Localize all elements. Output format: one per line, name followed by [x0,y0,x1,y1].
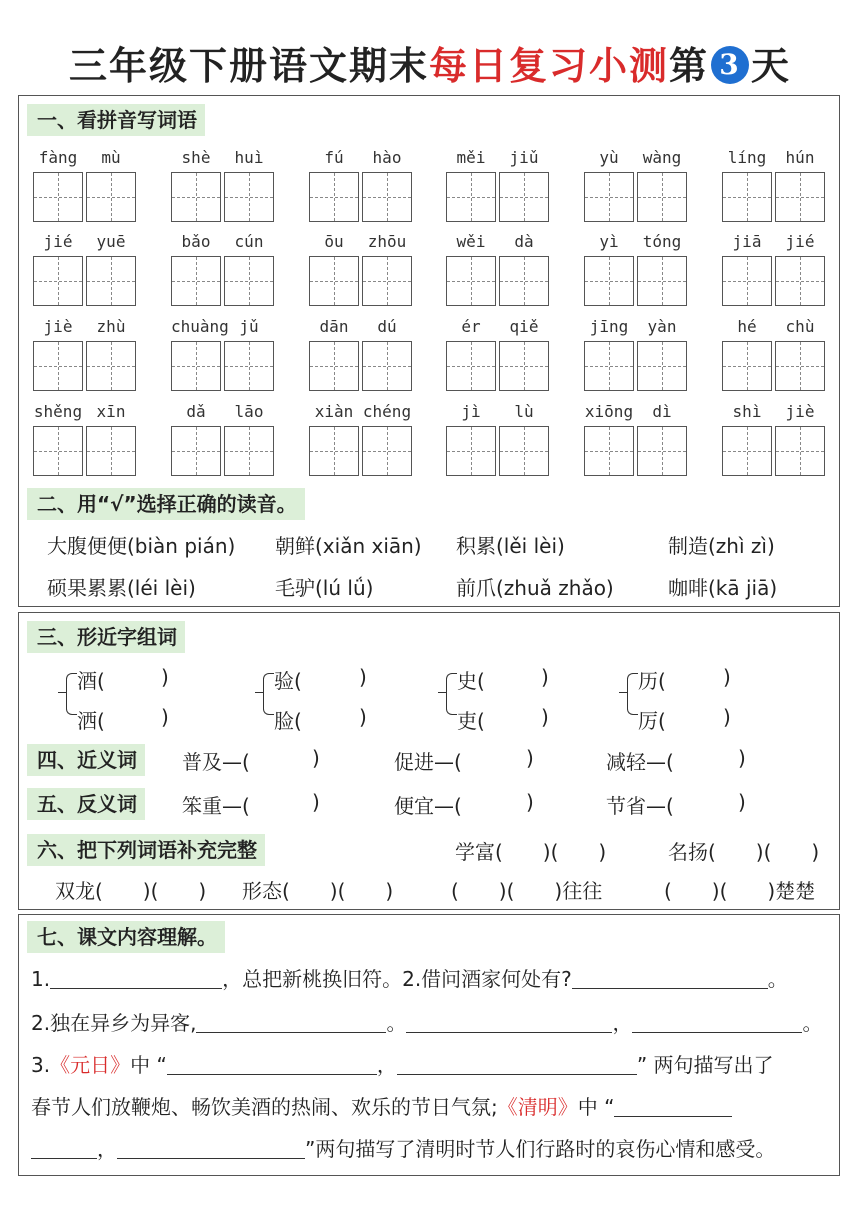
reading-item[interactable]: 毛驴(lú lǘ) [275,576,374,600]
section5-heading: 五、反义词 [27,788,145,820]
pinyin-label: cún [234,232,264,251]
tianzige-writing-box[interactable] [637,172,687,222]
pinyin-label: mù [101,148,121,167]
paren-close: ) [723,665,731,689]
answer-blank[interactable] [397,1054,637,1075]
antonym-item: 节省—( [606,794,674,818]
tianzige-writing-box[interactable] [33,172,83,222]
q3-number: 3. [31,1053,51,1077]
tianzige-writing-box[interactable] [446,256,496,306]
pinyin-label: wěi [456,232,486,251]
section1-heading: 一、看拼音写词语 [27,104,205,136]
antonym-item: 笨重—( [182,794,250,818]
reading-item[interactable]: 大腹便便(biàn pián) [47,534,236,558]
pinyin-label: shè [181,148,211,167]
pinyin-label: yì [599,232,619,251]
pinyin-label: dú [377,317,397,336]
title-part1: 三年级下册语文期末 [68,43,429,88]
pinyin-label: jié [785,232,815,251]
char-d2: 厉( [638,709,666,733]
brace [263,673,274,715]
tianzige-writing-box[interactable] [499,256,549,306]
tianzige-writing-box[interactable] [86,256,136,306]
tianzige-writing-box[interactable] [33,426,83,476]
tianzige-writing-box[interactable] [584,256,634,306]
tianzige-writing-box[interactable] [362,256,412,306]
tianzige-writing-box[interactable] [775,426,825,476]
tianzige-writing-box[interactable] [584,341,634,391]
q2-end: 。 [802,1011,823,1035]
title-part4: 天 [751,43,792,88]
idiom-item: ( )( )往往 [451,879,603,903]
pinyin-label: xiōng [584,402,634,421]
idiom-item: 形态( )( ) [242,879,394,903]
section2-heading: 二、用“√”选择正确的读音。 [27,488,305,520]
synonym-item: 普及—( [182,750,250,774]
tianzige-writing-box[interactable] [499,426,549,476]
tianzige-writing-box[interactable] [446,426,496,476]
pinyin-label: hào [372,148,402,167]
q3-text: 中 “ [130,1053,167,1077]
tianzige-writing-box[interactable] [362,172,412,222]
panel-words [18,612,840,910]
tianzige-writing-box[interactable] [775,172,825,222]
tianzige-writing-box[interactable] [224,341,274,391]
pinyin-label: qiě [509,317,539,336]
paren-close: ) [541,665,549,689]
tianzige-writing-box[interactable] [86,172,136,222]
antonym-item: 便宜—( [394,794,462,818]
tianzige-writing-box[interactable] [637,256,687,306]
tianzige-writing-box[interactable] [309,172,359,222]
answer-blank[interactable] [31,1138,97,1159]
book-title-qingming: 《清明》 [497,1095,578,1119]
tianzige-writing-box[interactable] [722,426,772,476]
tianzige-writing-box[interactable] [171,426,221,476]
pinyin-label: jiǔ [509,148,539,167]
idiom-item: 学富( )( ) [455,840,607,864]
tianzige-writing-box[interactable] [446,172,496,222]
pinyin-label: xiàn [314,402,354,421]
pinyin-label: tóng [642,232,682,251]
panel-pinyin-and-reading [18,95,840,607]
tianzige-writing-box[interactable] [362,426,412,476]
pinyin-label: yàn [647,317,677,336]
tianzige-writing-box[interactable] [86,426,136,476]
tianzige-writing-box[interactable] [775,256,825,306]
q3-desc: 春节人们放鞭炮、畅饮美酒的热闹、欢乐的节日气氛; [31,1095,498,1119]
q1-end: 。 [767,967,788,991]
tianzige-writing-box[interactable] [171,256,221,306]
char-c1: 史( [457,669,485,693]
char-a2: 洒( [77,709,105,733]
q2-text: 2.独在异乡为异客, [31,1011,197,1035]
title-part3: 第 [669,43,710,88]
poem-line-5 [31,1133,775,1162]
poem-line-2 [31,1007,822,1036]
answer-blank[interactable] [632,1012,802,1033]
tianzige-writing-box[interactable] [86,341,136,391]
poem-line-4 [31,1091,732,1120]
pinyin-label: jì [461,402,481,421]
pinyin-label: jiè [43,317,73,336]
synonym-item: 减轻—( [606,750,674,774]
tianzige-writing-box[interactable] [722,256,772,306]
answer-blank[interactable] [196,1012,386,1033]
q1-number: 1. [31,967,51,991]
pinyin-label: ōu [324,232,344,251]
answer-blank[interactable] [117,1138,305,1159]
reading-item[interactable]: 朝鲜(xiǎn xiān) [275,534,422,558]
pinyin-label: wàng [642,148,682,167]
reading-item[interactable]: 前爪(zhuǎ zhǎo) [456,576,614,600]
pinyin-label: zhōu [367,232,407,251]
pinyin-label: hé [737,317,757,336]
answer-blank[interactable] [572,968,768,989]
reading-item[interactable]: 积累(lěi lèi) [456,534,565,558]
pinyin-label: jīng [589,317,629,336]
tianzige-writing-box[interactable] [362,341,412,391]
reading-item[interactable]: 咖啡(kā jiā) [668,576,778,600]
paren-close: ) [312,790,320,814]
pinyin-label: jiè [785,402,815,421]
idiom-item: 双龙( )( ) [55,879,207,903]
reading-item[interactable]: 硕果累累(léi lèi) [47,576,196,600]
char-b1: 验( [274,669,302,693]
tianzige-writing-box[interactable] [446,341,496,391]
tianzige-writing-box[interactable] [171,172,221,222]
section6-heading: 六、把下列词语补充完整 [27,834,265,866]
pinyin-label: dà [514,232,534,251]
paren-close: ) [723,705,731,729]
pinyin-label: chù [785,317,815,336]
tianzige-writing-box[interactable] [33,341,83,391]
paren-close: ) [526,790,534,814]
pinyin-label: lù [514,402,534,421]
synonym-item: 促进—( [394,750,462,774]
pinyin-label: zhù [96,317,126,336]
brace [66,673,77,715]
pinyin-label: shì [732,402,762,421]
brace [446,673,457,715]
paren-close: ) [541,705,549,729]
paren-close: ) [312,746,320,770]
section4-heading: 四、近义词 [27,744,145,776]
tianzige-writing-box[interactable] [584,172,634,222]
pinyin-label: huì [234,148,264,167]
tianzige-writing-box[interactable] [224,256,274,306]
q3-tail: ” 两句描写出了 [636,1053,774,1077]
poem-line-3 [31,1049,774,1078]
char-a1: 酒( [77,669,105,693]
pinyin-label: yuē [96,232,126,251]
paren-close: ) [526,746,534,770]
q3-sep2: ， [97,1137,117,1161]
pinyin-label: ér [461,317,481,336]
tianzige-writing-box[interactable] [309,426,359,476]
book-title-yuanri: 《元日》 [50,1053,131,1077]
pinyin-label: dǎ [186,402,206,421]
pinyin-label: dì [652,402,672,421]
paren-close: ) [738,746,746,770]
tianzige-writing-box[interactable] [171,341,221,391]
tianzige-writing-box[interactable] [722,341,772,391]
pinyin-label: yù [599,148,619,167]
tianzige-writing-box[interactable] [637,341,687,391]
answer-blank[interactable] [50,968,222,989]
pinyin-label: jiā [732,232,762,251]
answer-blank[interactable] [406,1012,612,1033]
q2-sep1: 。 [386,1011,407,1035]
pinyin-label: fú [324,148,344,167]
panel-reading-comprehension [18,914,840,1176]
paren-close: ) [359,665,367,689]
section3-heading: 三、形近字组词 [27,621,185,653]
tianzige-writing-box[interactable] [584,426,634,476]
brace [627,673,638,715]
pinyin-label: shěng [33,402,83,421]
poem-line-1 [31,963,788,992]
idiom-item: ( )( )楚楚 [664,879,816,903]
answer-blank[interactable] [167,1054,377,1075]
worksheet-title [0,40,860,92]
paren-close: ) [738,790,746,814]
pinyin-label: bǎo [181,232,211,251]
tianzige-writing-box[interactable] [499,172,549,222]
pinyin-label: jié [43,232,73,251]
pinyin-label: jǔ [239,317,259,336]
tianzige-writing-box[interactable] [224,426,274,476]
q3-text2: 中 “ [577,1095,615,1119]
reading-item[interactable]: 制造(zhì zì) [668,534,775,558]
pinyin-label: fàng [38,148,78,167]
pinyin-label: měi [456,148,486,167]
char-c2: 吏( [457,709,485,733]
tianzige-writing-box[interactable] [33,256,83,306]
tianzige-writing-box[interactable] [309,256,359,306]
title-part2: 每日复习小测 [428,43,669,88]
pinyin-label: líng [727,148,767,167]
paren-close: ) [161,665,169,689]
pinyin-label: lāo [234,402,264,421]
pinyin-label: dān [319,317,349,336]
q2-sep2: ， [612,1011,633,1035]
tianzige-writing-box[interactable] [224,172,274,222]
q1-text: ，总把新桃换旧符。2.借问酒家何处有? [222,967,572,991]
section7-heading: 七、课文内容理解。 [27,921,225,953]
idiom-item: 名扬( )( ) [668,840,820,864]
tianzige-writing-box[interactable] [775,341,825,391]
pinyin-label: chéng [362,402,412,421]
day-number-badge: 3 [711,46,749,84]
pinyin-label: chuàng [171,317,229,336]
q3-end: ”两句描写了清明时节人们行路时的哀伤心情和感受。 [305,1137,776,1161]
char-b2: 脸( [274,709,302,733]
tianzige-writing-box[interactable] [722,172,772,222]
q3-sep: ， [376,1053,397,1077]
paren-close: ) [161,705,169,729]
char-d1: 历( [638,669,666,693]
pinyin-label: hún [785,148,815,167]
pinyin-label: xīn [96,402,126,421]
tianzige-writing-box[interactable] [309,341,359,391]
tianzige-writing-box[interactable] [637,426,687,476]
tianzige-writing-box[interactable] [499,341,549,391]
answer-blank[interactable] [614,1096,732,1117]
paren-close: ) [359,705,367,729]
